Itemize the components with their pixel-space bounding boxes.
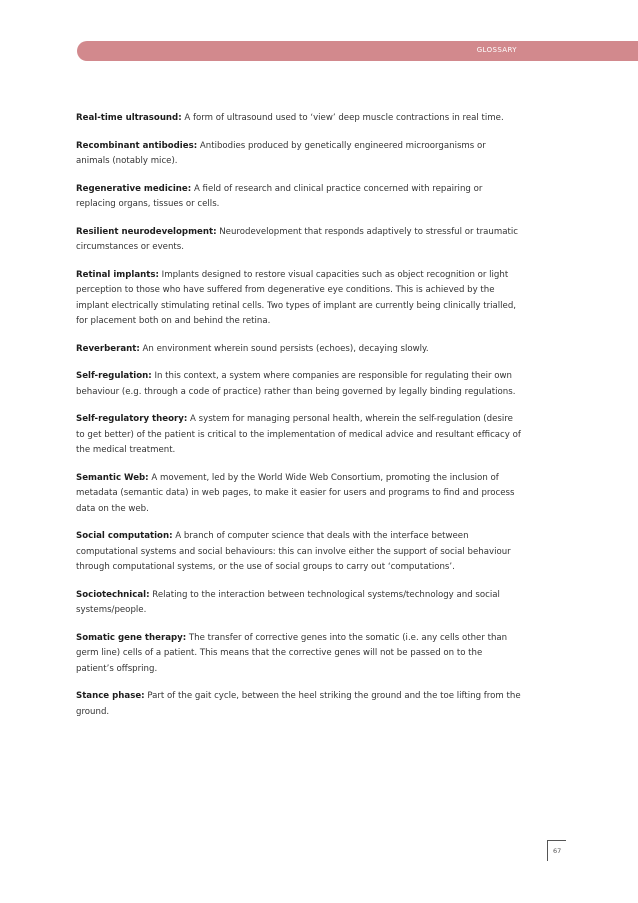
glossary-term: Sociotechnical: xyxy=(76,589,150,600)
glossary-entry xyxy=(76,631,521,678)
glossary-definition: The transfer of corrective genes into the somatic (i.e. any cells other than germ line) cells of a patient. This means that the corrective genes will not be passed on to the patient’s offspring. xyxy=(76,632,508,674)
glossary-entry xyxy=(76,471,521,518)
glossary-definition: A branch of computer science that deals with the interface between computational systems and social behaviours: this can involve either the support of social behaviour through computational systems, or the use of social groups to carry out ‘computations’. xyxy=(76,531,511,572)
glossary-definition: A field of research and clinical practice concerned with repairing or replacing organs, tissues or cells. xyxy=(76,183,483,209)
glossary-term: Regenerative medicine: xyxy=(76,183,192,194)
glossary-definition: In this context, a system where companies are responsible for regulating their own behaviour (e.g. through a code of practice) rather than being governed by legally binding regulations. xyxy=(76,371,516,397)
glossary-term: Resilient neurodevelopment: xyxy=(76,226,217,237)
glossary-term: Recombinant antibodies: xyxy=(76,140,198,151)
glossary-term: Social computation: xyxy=(76,531,173,541)
section-header-bar xyxy=(77,41,638,61)
glossary-entry xyxy=(76,529,521,576)
glossary-entry xyxy=(76,689,521,720)
glossary-term: Self-regulatory theory: xyxy=(76,414,188,424)
glossary-entry xyxy=(76,225,521,256)
glossary-entry xyxy=(76,588,521,619)
glossary-entry xyxy=(76,139,521,170)
glossary-term: Semantic Web: xyxy=(76,472,149,483)
glossary-entry xyxy=(76,111,521,127)
glossary-entry xyxy=(76,412,521,459)
page-number: 67 xyxy=(553,847,562,855)
glossary-entry xyxy=(76,342,521,358)
page-number-box xyxy=(547,840,566,861)
glossary-list xyxy=(76,111,521,732)
glossary-definition: An environment wherein sound persists (echoes), decaying slowly. xyxy=(142,343,429,354)
glossary-definition: A form of ultrasound used to ‘view’ deep muscle contractions in real time. xyxy=(184,113,504,123)
glossary-term: Self-regulation: xyxy=(76,371,152,381)
glossary-entry xyxy=(76,268,521,330)
glossary-term: Real-time ultrasound: xyxy=(76,113,182,123)
glossary-entry xyxy=(76,182,521,213)
glossary-definition: A system for managing personal health, wherein the self-regulation (desire to get better) of the patient is critical to the implementation of medical advice and resultant efficacy of the medical treatment. xyxy=(76,414,521,455)
glossary-term: Stance phase: xyxy=(76,691,145,701)
glossary-term: Somatic gene therapy: xyxy=(76,632,187,643)
glossary-definition: A movement, led by the World Wide Web Consortium, promoting the inclusion of metadata (semantic data) in web pages, to make it easier for users and programs to find and process data on the web. xyxy=(76,472,515,514)
glossary-definition: Neurodevelopment that responds adaptively to stressful or traumatic circumstances or events. xyxy=(76,226,518,252)
glossary-definition: Relating to the interaction between technological systems/technology and social systems/people. xyxy=(76,589,500,615)
glossary-term: Reverberant: xyxy=(76,343,140,354)
glossary-definition: Antibodies produced by genetically engineered microorganisms or animals (notably mice). xyxy=(76,140,486,166)
glossary-entry xyxy=(76,369,521,400)
glossary-definition: Part of the gait cycle, between the heel striking the ground and the toe lifting from the ground. xyxy=(76,691,521,717)
glossary-term: Retinal implants: xyxy=(76,269,159,280)
glossary-definition: Implants designed to restore visual capacities such as object recognition or light perception to those who have suffered from degenerative eye conditions. This is achieved by the implant electrically stimulating retinal cells. Two types of implant are currently being clinically trialled, for placement both on and behind the retina. xyxy=(76,269,517,326)
section-title: GLOSSARY xyxy=(476,46,517,54)
